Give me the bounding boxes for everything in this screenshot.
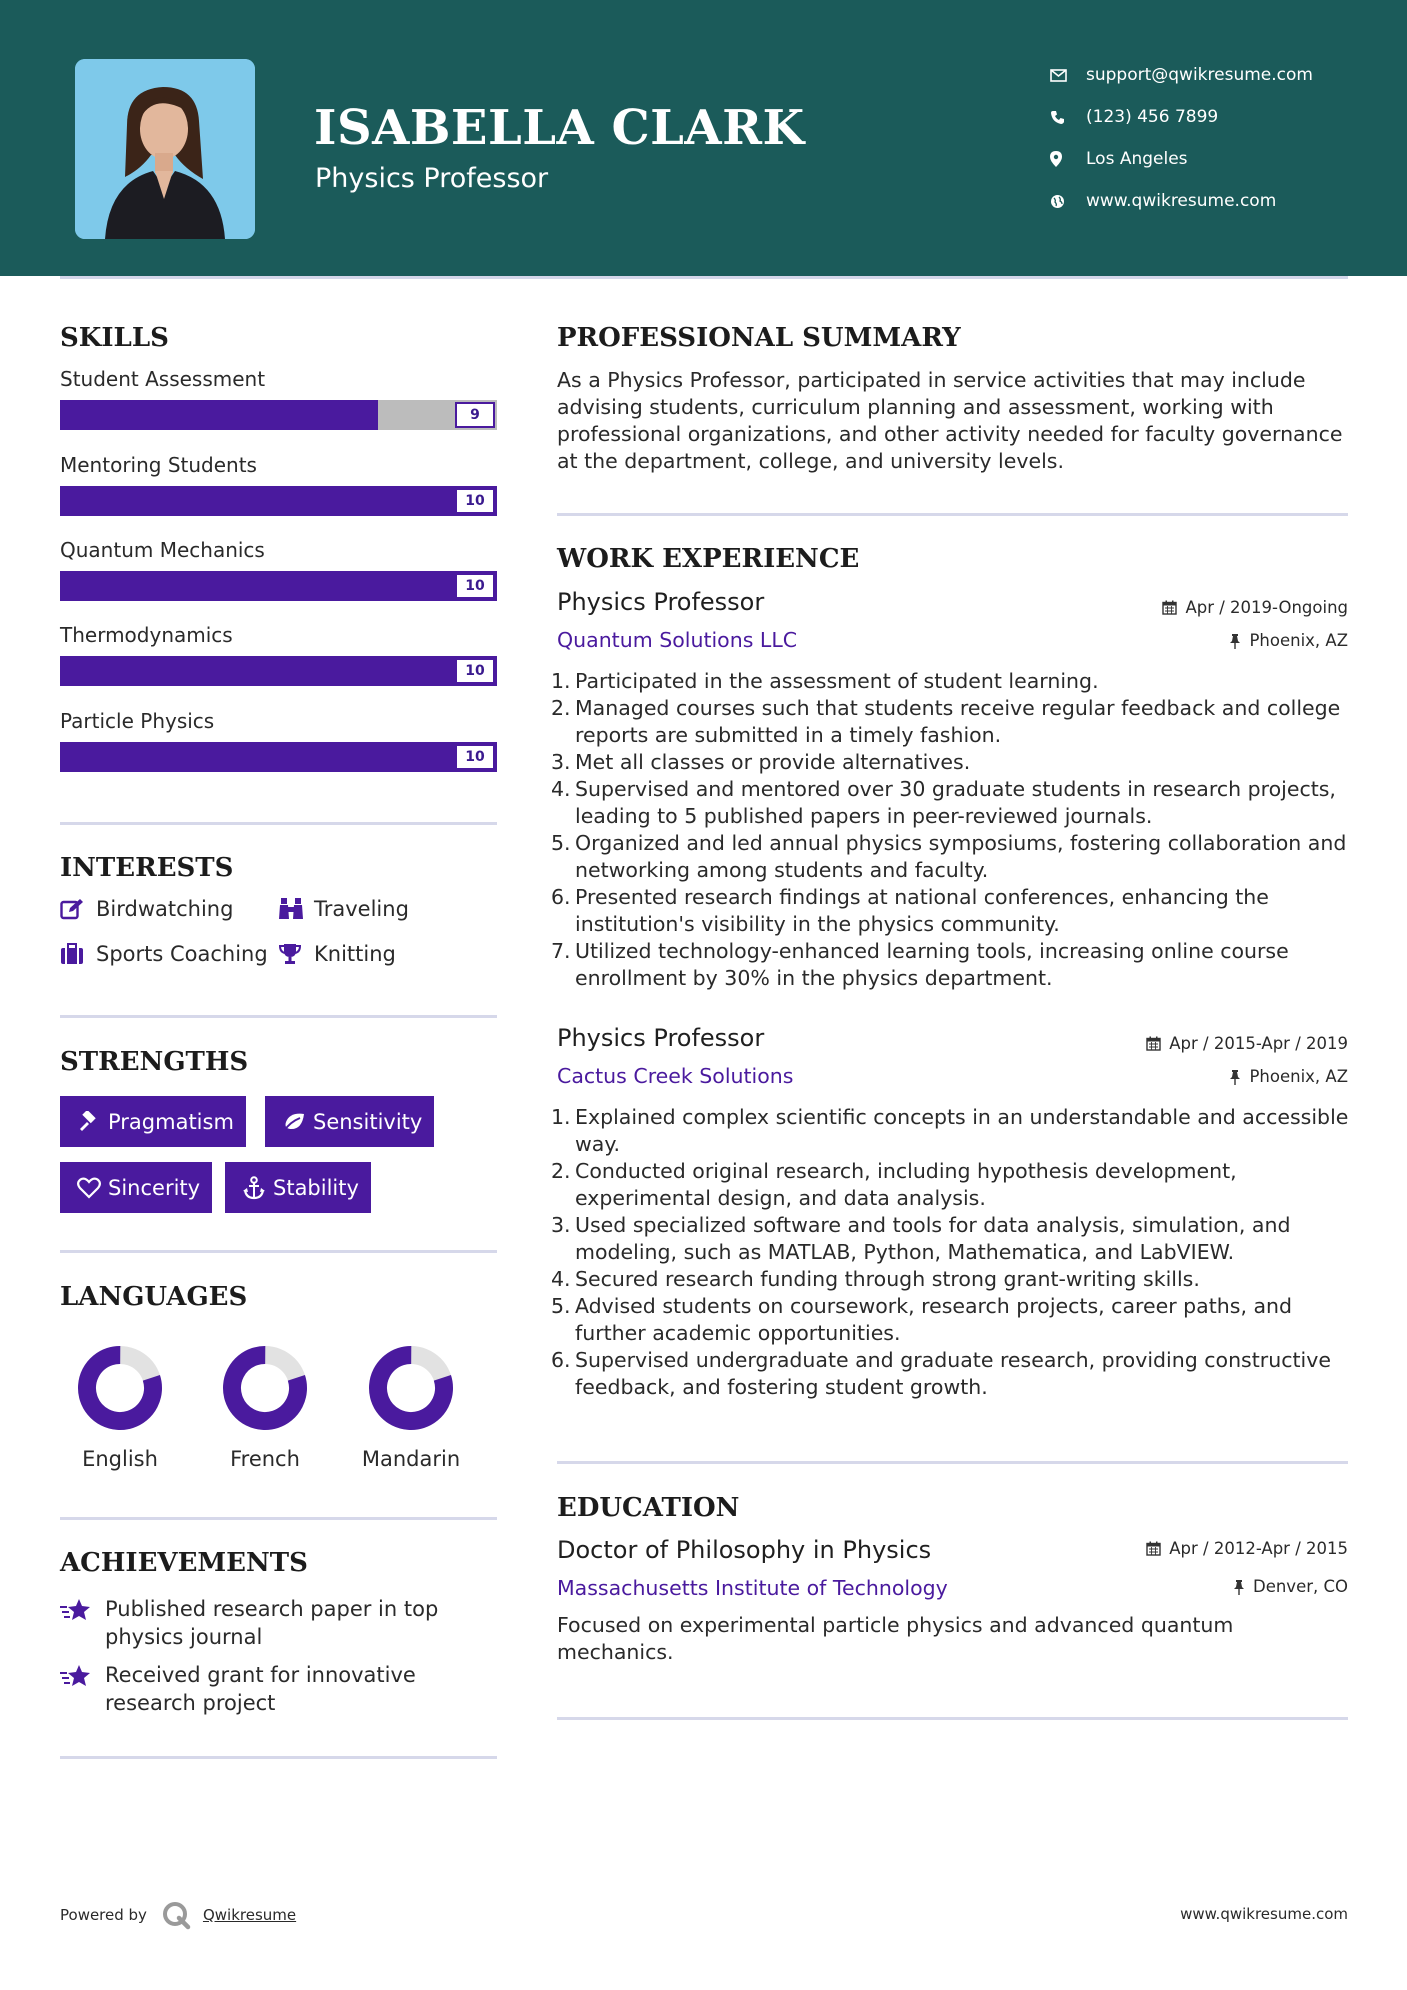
strength-label: Sincerity: [108, 1175, 201, 1200]
profile-photo: [75, 59, 255, 239]
skill-score: 10: [455, 488, 495, 514]
resume-header: [0, 0, 1407, 276]
list-item-text: Advised students on coursework, research projects, career paths, and further academic opportunities.: [575, 1294, 1293, 1345]
list-item: 4. Secured research funding through strong grant-writing skills.: [551, 1267, 1200, 1291]
skills-heading: SKILLS: [60, 323, 169, 353]
anchor-icon: [235, 1176, 273, 1200]
skill-item: [60, 452, 497, 516]
heart-icon: [70, 1177, 108, 1199]
binoculars-icon: [278, 897, 314, 921]
section-divider: [60, 1517, 497, 1520]
header-divider: [60, 276, 1348, 279]
calendar-icon: [1146, 1541, 1161, 1556]
interest-label: Birdwatching: [96, 897, 234, 921]
section-divider: [557, 1717, 1348, 1720]
footer-powered-by: [60, 1900, 296, 1930]
profile-photo-image: [75, 59, 255, 239]
contact-phone[interactable]: [1050, 96, 1390, 138]
skill-label: Mentoring Students: [60, 453, 257, 477]
interest-label: Sports Coaching: [96, 942, 268, 966]
job-title: Physics Professor: [557, 1024, 765, 1052]
list-item-text: Managed courses such that students receive regular feedback and college reports are submitted in a timely fashion.: [575, 696, 1341, 747]
list-item: 6. Supervised undergraduate and graduate research, providing constructive feedback, and fostering student growth.: [551, 1348, 1331, 1399]
interest-item: [278, 942, 396, 966]
interests-heading: INTERESTS: [60, 853, 234, 883]
leaf-icon: [275, 1112, 313, 1132]
school-name: Massachusetts Institute of Technology: [557, 1576, 948, 1600]
skill-score: 9: [455, 402, 495, 428]
globe-icon: [1050, 194, 1086, 209]
list-item: 6. Presented research findings at national conferences, enhancing the institution's visibility in the physics community.: [551, 885, 1269, 936]
job-responsibilities: [551, 668, 1355, 992]
job-location: [1229, 631, 1348, 650]
skill-item: [60, 622, 497, 686]
education-dates-text: Apr / 2012-Apr / 2015: [1169, 1539, 1348, 1558]
skill-bar-fill: [60, 571, 497, 601]
achievement-text: Published research paper in top physics journal: [105, 1597, 439, 1649]
list-item-text: Participated in the assessment of student learning.: [575, 669, 1099, 693]
contact-website[interactable]: [1050, 180, 1390, 222]
pushpin-icon: [1229, 1069, 1241, 1085]
candidate-name: ISABELLA CLARK: [314, 100, 805, 156]
interest-label: Traveling: [314, 897, 409, 921]
contact-location-text: Los Angeles: [1086, 149, 1188, 169]
list-item-text: Organized and led annual physics symposiums, fostering collaboration and networking among students and faculty.: [575, 831, 1347, 882]
calendar-icon: [1162, 600, 1177, 615]
section-divider: [60, 1015, 497, 1018]
skill-label: Thermodynamics: [60, 623, 233, 647]
skill-item: [60, 366, 497, 430]
strength-label: Stability: [273, 1175, 359, 1200]
language-item: [205, 1343, 325, 1471]
list-item-text: Explained complex scientific concepts in an understandable and accessible way.: [575, 1105, 1349, 1156]
list-item-text: Conducted original research, including hypothesis development, experimental design, and data analysis.: [575, 1159, 1237, 1210]
language-donut: [220, 1343, 310, 1433]
map-marker-icon: [1050, 151, 1086, 167]
skill-label: Quantum Mechanics: [60, 538, 265, 562]
education-dates: [1146, 1539, 1348, 1558]
skill-bar: [60, 656, 497, 686]
list-item: 3. Used specialized software and tools for data analysis, simulation, and modeling, such as MATLAB, Python, Mathematica, and LabVIEW.: [551, 1213, 1291, 1264]
list-item: 5. Advised students on coursework, research projects, career paths, and further academic opportunities.: [551, 1294, 1293, 1345]
pushpin-icon: [1229, 633, 1241, 649]
achievements-heading: ACHIEVEMENTS: [60, 1548, 308, 1578]
envelope-icon: [1050, 69, 1086, 82]
job-location: [1229, 1067, 1348, 1086]
strengths-heading: STRENGTHS: [60, 1047, 249, 1077]
strength-tag: [60, 1096, 246, 1147]
interest-item: [60, 942, 268, 966]
language-donut: [366, 1343, 456, 1433]
language-label: Mandarin: [361, 1447, 461, 1471]
achievement-text: Received grant for innovative research project: [105, 1663, 416, 1715]
edit-icon: [60, 898, 96, 920]
qwikresume-link[interactable]: Qwikresume: [202, 1906, 297, 1924]
footer-website[interactable]: www.qwikresume.com: [1180, 1905, 1348, 1923]
contact-website-text: www.qwikresume.com: [1086, 191, 1277, 211]
list-item: 7. Utilized technology-enhanced learning tools, increasing online course enrollment by 30% in the physics department.: [551, 939, 1289, 990]
job-location-text: Phoenix, AZ: [1249, 1067, 1348, 1086]
phone-icon: [1050, 110, 1086, 125]
pushpin-icon: [1233, 1579, 1245, 1595]
contact-location: [1050, 138, 1390, 180]
strength-label: Pragmatism: [108, 1109, 234, 1134]
gavel-icon: [70, 1111, 108, 1133]
skill-bar-fill: [60, 400, 378, 430]
job-dates: [1146, 1034, 1348, 1053]
language-item: [60, 1343, 180, 1471]
strength-tag: [60, 1162, 212, 1213]
list-item: 2. Managed courses such that students receive regular feedback and college reports are submitted in a timely fashion.: [551, 696, 1341, 747]
list-item-text: Utilized technology-enhanced learning tools, increasing online course enrollment by 30% in the physics department.: [575, 939, 1289, 990]
star-badge-icon: [60, 1661, 105, 1717]
skill-item: [60, 537, 497, 601]
section-divider: [60, 1756, 497, 1759]
job-dates: [1162, 598, 1348, 617]
language-item: [351, 1343, 471, 1471]
qwikresume-logo-icon: [161, 1900, 191, 1930]
list-item: 5. Organized and led annual physics symposiums, fostering collaboration and networking among students and faculty.: [551, 831, 1347, 882]
list-item-text: Supervised undergraduate and graduate research, providing constructive feedback, and fostering student growth.: [575, 1348, 1331, 1399]
calendar-icon: [1146, 1036, 1161, 1051]
language-label: English: [82, 1447, 158, 1471]
list-item-text: Used specialized software and tools for data analysis, simulation, and modeling, such as MATLAB, Python, Mathematica, and LabVIEW.: [575, 1213, 1291, 1264]
skill-score: 10: [455, 658, 495, 684]
job-dates-text: Apr / 2015-Apr / 2019: [1169, 1034, 1348, 1053]
job-location-text: Phoenix, AZ: [1249, 631, 1348, 650]
list-item: 2. Conducted original research, including hypothesis development, experimental design, and data analysis.: [551, 1159, 1237, 1210]
summary-heading: PROFESSIONAL SUMMARY: [557, 323, 961, 353]
achievement-item: [60, 1595, 497, 1651]
briefcase-icon: [60, 943, 96, 965]
skill-score: 10: [455, 573, 495, 599]
star-badge-icon: [60, 1595, 105, 1651]
contact-info: [1050, 54, 1390, 222]
skill-bar-fill: [60, 486, 497, 516]
list-item-text: Supervised and mentored over 30 graduate students in research projects, leading to 5 published papers in peer-reviewed journals.: [575, 777, 1336, 828]
list-item-text: Met all classes or provide alternatives.: [575, 750, 971, 774]
summary-text: As a Physics Professor, participated in service activities that may include advising students, curriculum planning and assessment, working with professional organizations, and other activity needed for faculty governance at the department, college, and university levels.: [557, 368, 1343, 473]
skill-bar: [60, 400, 497, 430]
skill-bar: [60, 571, 497, 601]
candidate-title: Physics Professor: [315, 163, 549, 194]
contact-email[interactable]: [1050, 54, 1390, 96]
job-dates-text: Apr / 2019-Ongoing: [1185, 598, 1348, 617]
degree-title: Doctor of Philosophy in Physics: [557, 1536, 932, 1564]
skill-bar-fill: [60, 656, 497, 686]
interest-label: Knitting: [314, 942, 396, 966]
contact-email-text: support@qwikresume.com: [1086, 65, 1313, 85]
education-heading: EDUCATION: [557, 1493, 740, 1523]
strength-tag: [265, 1096, 434, 1147]
skill-label: Particle Physics: [60, 709, 215, 733]
list-item: 1. Participated in the assessment of student learning.: [551, 669, 1099, 693]
list-item: 4. Supervised and mentored over 30 graduate students in research projects, leading to 5 published papers in peer-reviewed journals.: [551, 777, 1336, 828]
skill-item: [60, 708, 497, 772]
skill-bar: [60, 486, 497, 516]
languages-heading: LANGUAGES: [60, 1282, 248, 1312]
language-donut: [75, 1343, 165, 1433]
interest-item: [278, 897, 409, 921]
skill-bar: [60, 742, 497, 772]
strength-label: Sensitivity: [313, 1109, 423, 1134]
education-location: [1233, 1577, 1348, 1596]
list-item-text: Secured research funding through strong grant-writing skills.: [575, 1267, 1200, 1291]
company-name: Quantum Solutions LLC: [557, 628, 798, 652]
list-item-text: Presented research findings at national conferences, enhancing the institution's visibility in the physics community.: [575, 885, 1269, 936]
job-responsibilities: [551, 1104, 1355, 1401]
job-title: Physics Professor: [557, 588, 765, 616]
achievement-item: [60, 1661, 497, 1717]
skill-bar-fill: [60, 742, 497, 772]
education-location-text: Denver, CO: [1252, 1577, 1348, 1596]
list-item: 3. Met all classes or provide alternatives.: [551, 750, 971, 774]
company-name: Cactus Creek Solutions: [557, 1064, 794, 1088]
list-item: 1. Explained complex scientific concepts in an understandable and accessible way.: [551, 1105, 1349, 1156]
section-divider: [60, 822, 497, 825]
skill-label: Student Assessment: [60, 367, 266, 391]
skill-score: 10: [455, 744, 495, 770]
education-description: Focused on experimental particle physics and advanced quantum mechanics.: [557, 1613, 1234, 1664]
language-label: French: [230, 1447, 300, 1471]
section-divider: [60, 1250, 497, 1253]
interest-item: [60, 897, 233, 921]
section-divider: [557, 513, 1348, 516]
experience-heading: WORK EXPERIENCE: [557, 544, 860, 574]
powered-by-text: Powered by: [60, 1906, 147, 1924]
section-divider: [557, 1461, 1348, 1464]
contact-phone-text: (123) 456 7899: [1086, 107, 1219, 127]
strength-tag: [225, 1162, 371, 1213]
trophy-icon: [278, 943, 314, 965]
